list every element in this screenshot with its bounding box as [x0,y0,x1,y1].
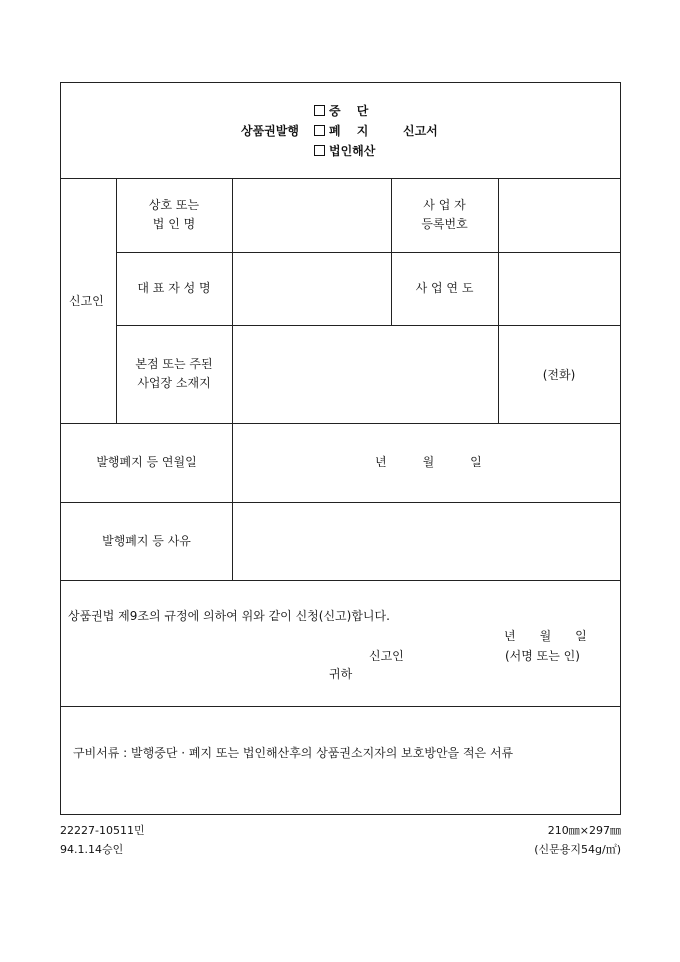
abolition-date-label: 발행폐지 등 연월일 [96,455,197,469]
paper-size: 210㎜×297㎜ [547,824,621,837]
divider [61,178,620,179]
required-documents: 구비서류 : 발행중단 · 폐지 또는 법인해산후의 상품권소지자의 보호방안을 적은 서류 [73,746,514,760]
divider [498,178,499,423]
approval-date: 94.1.14승인 [60,843,124,856]
divider [232,178,233,580]
title-suffix: 신고서 [403,124,438,138]
title-option-dissolution: 법인해산 [314,143,375,159]
divider [61,580,620,581]
address-label-1: 본점 또는 주된 [135,357,213,371]
title-option-abolish: 폐 지 [314,123,368,139]
page-title: 상품권발행 [241,124,299,138]
checkbox-icon [314,125,325,136]
report-form [60,82,621,815]
representative-label: 대 표 자 성 명 [137,281,211,295]
checkbox-icon [314,105,325,116]
business-year-label: 사 업 연 도 [415,281,474,295]
divider [116,252,620,253]
divider [61,423,620,424]
abolition-date-value: 년 월 일 [375,455,482,469]
recipient-label: 귀하 [329,667,353,681]
company-name-label-1: 상호 또는 [148,198,200,212]
address-label-2: 사업장 소재지 [137,376,211,390]
form-number: 22227-10511민 [60,824,145,837]
checkbox-icon [314,145,325,156]
signature-label: (서명 또는 인) [505,649,580,663]
company-name-label-2: 법 인 명 [152,217,196,231]
applicant-label: 신고인 [369,649,404,663]
title-option-suspend: 중 단 [314,103,368,119]
business-reg-label-1: 사 업 자 [423,198,466,212]
phone-label: (전화) [542,368,576,382]
abolition-reason-label: 발행폐지 등 사유 [102,534,191,548]
divider [116,325,620,326]
business-reg-label-2: 등록번호 [421,217,468,231]
statement-text: 상품권법 제9조의 규정에 의하여 위와 같이 신청(신고)합니다. [68,609,390,623]
applicant-group-label: 신고인 [69,294,104,308]
paper-type: (신문용지54g/㎡) [534,843,621,856]
statement-date: 년 월 일 [504,629,587,643]
divider [61,502,620,503]
divider [61,706,620,707]
